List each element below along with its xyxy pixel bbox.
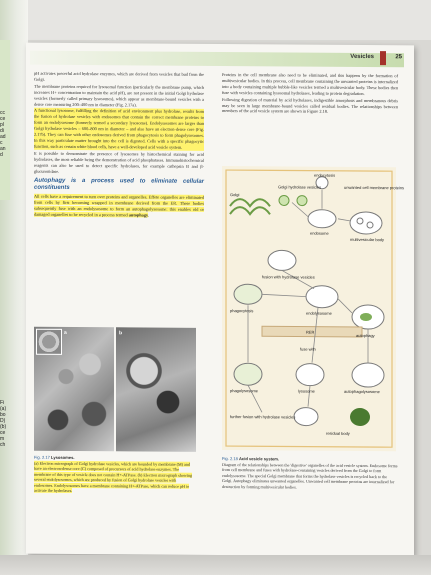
- fusion-vesicle: [268, 250, 296, 270]
- caption-text: Diagram of the relationships between the 'digestive' organelles of the acid vesicle system. Endosome forms from cell membrane and fuses with hydrolase-containing vesicles derived from the Golgi to form endolysosome. The special Golgi membrane that forms the hydrolase vesicles is recycled back to the Golgi. Autophagy eliminates unwanted organelles. Unwanted cell membrane proteins are internalized for destruction by forming multivesicular bodies.: [222, 461, 398, 490]
- endolysosome-shape: [306, 286, 338, 308]
- body-paragraph: Proteins in the cell membrane also need to be eliminated, and this happens by the formation of multivesicular bodies. In this process, cell membrane containing the unwanted proteins is internalized into a body containing multiple bubble-like vesicles termed a multivesicular body. These bodies then fuse with vesicles containing lysosomal hydrolases, leading to protein degradation.: [222, 72, 398, 96]
- page-number: 25: [395, 54, 402, 61]
- body-paragraph: [34, 194, 204, 219]
- figure-number: Fig. 2.17: [34, 454, 50, 460]
- lysosome-shape: [296, 364, 324, 386]
- running-header-band: [30, 51, 404, 68]
- background-top: [0, 0, 431, 40]
- edge-fragment: ch: [0, 442, 6, 448]
- residual-body-dark: [350, 408, 370, 426]
- label-golgi: Golgi: [230, 192, 240, 198]
- label-multivesicular-body: multivesicular body: [350, 236, 385, 243]
- section-marker: [380, 51, 386, 65]
- label-phagolysosome: phagolysosome: [230, 388, 259, 394]
- autophagolysosome-shape: [352, 363, 384, 387]
- body-paragraph: pH activates powerful acid hydrolase enzymes, which are derived from vesicles that bud from the Golgi.: [34, 70, 204, 82]
- edge-fragment: ad: [0, 134, 6, 140]
- hydrolase-vesicle: [297, 196, 307, 206]
- figure-title: Lysosomes.: [50, 454, 75, 460]
- edge-fragment: di: [0, 128, 4, 134]
- figure-2-17-caption: [34, 455, 196, 495]
- label-unwanted-proteins: unwanted cell membrane proteins: [344, 184, 405, 191]
- table-surface: [0, 555, 431, 575]
- body-paragraph-highlighted: A functional lysosome, fulfilling the definition of acid environment plus hydrolase, results from the fusion of hydrolase vesicles with endosomes that contain the correct membrane proteins to form an endolysosome (formerly termed a secondary lysosome). Endolysosomes are larger than Golgi hydrolase vesicles – 600–800 nm in diameter – and also have an electron-dense core (Fig. 2.17b). They can fuse with other endosomes derived from phagocytosis to form phagolysosomes. In this way particulate matter brought into the cell is digested. Cells with a specific phagocytic function, such as certain white blood cells, have a well-developed acid vesicle system.: [34, 108, 204, 150]
- body-paragraph: It is possible to demonstrate the presence of lysosomes by histochemical staining for acid hydrolases, the most reliable being the demonstration of acid phosphatases. Immunohistochemical reagents can also be used to detect specific hydrolases, for example cathepsin B and β-glucuronidase.: [34, 150, 204, 174]
- label-endosome: endosome: [310, 230, 329, 236]
- left-text-column: [34, 71, 204, 220]
- edge-fragment: D): [0, 418, 6, 424]
- right-text-column: [222, 72, 398, 117]
- label-autophagolysosome: autophagolysosome: [344, 388, 380, 395]
- label-phagocytosis: phagocytosis: [230, 308, 254, 314]
- micrograph-pair: [34, 327, 196, 452]
- micrograph-a: [34, 327, 114, 452]
- label-golgi-hydrolase-vesicles: Golgi hydrolase vesicles: [278, 184, 322, 190]
- section-title: Vesicles: [350, 53, 374, 61]
- label-endolysosome: endolysosome: [306, 310, 332, 316]
- acid-vesicle-diagram: [222, 166, 405, 451]
- figure-title: Acid vesicle system.: [238, 456, 280, 462]
- label-further-fusion: further fusion with hydrolase vesicles: [230, 414, 296, 420]
- micrograph-b: [116, 327, 196, 452]
- label-rer: RER: [306, 329, 315, 335]
- edge-fragment: (a): [0, 406, 7, 412]
- edge-fragment: d: [0, 152, 3, 158]
- edge-fragment: cc: [0, 110, 5, 116]
- edge-fragment: an: [0, 146, 6, 152]
- facing-page-edge: [0, 0, 28, 575]
- label-residual-body: residual body: [326, 430, 350, 436]
- panel-label-a: a: [64, 329, 67, 336]
- book-page: [26, 43, 414, 557]
- edge-fragment: (b): [0, 424, 7, 430]
- edge-fragment: pl: [0, 122, 4, 128]
- subheading: Autophagy is a process used to eliminate cellular constituents: [34, 178, 204, 192]
- edge-fragment: m: [0, 436, 5, 442]
- highlighted-text: All cells have a requirement to turn over proteins and organelles. Effete organelles are eliminated from cells by first becoming wrapped in membrane derived from the ER. These bodies subsequently fuse with an endolysosome to form an autophagolysosome: this enables old or damaged organelles to be recycled in a process termed: [34, 194, 204, 218]
- phagocytosis-vesicle: [234, 284, 262, 304]
- hydrolase-vesicle: [279, 195, 289, 205]
- label-lysosome: lysosome: [298, 388, 315, 394]
- figure-number: Fig. 2.18: [222, 456, 238, 462]
- multivesicular-body-shape: [350, 212, 382, 234]
- label-fusion: fusion with hydrolase vesicles: [262, 274, 315, 280]
- residual-body-shape: [294, 408, 318, 426]
- endosome-shape: [308, 210, 336, 228]
- edge-fragment: bo: [0, 412, 6, 418]
- body-paragraph: The membrane proteins required for lysosomal function (particularly the membrane pump, which increases H+ concentration to maintain the acid pH), are not present in the initial Golgi hydrolase vesicles (formerly called primary lysosomes), which appear as membrane-bound vesicles with a dense core measuring 200–400 nm in diameter (Fig. 2.17a).: [34, 83, 204, 107]
- micrograph-inset: [36, 329, 62, 355]
- figure-2-18-caption: [222, 456, 398, 490]
- punctuation: .: [148, 212, 150, 218]
- key-term: autophagy: [128, 212, 149, 218]
- body-paragraph: Following digestion of material by acid hydrolases, indigestible amorphous and membranous debris may be seen in large membrane-bound vesicles called residual bodies. The relationships between members of the acid vesicle system are shown in Figure 2.18.: [222, 96, 398, 115]
- edge-fragment: ce: [0, 116, 6, 122]
- label-fuse-with: fuse with: [300, 346, 316, 352]
- panel-label-b: b: [119, 330, 123, 337]
- edge-fragment: c: [0, 140, 3, 146]
- edge-fragment: ce: [0, 430, 6, 436]
- label-autophagy: autophagy: [356, 332, 375, 339]
- label-endocytosis: endocytosis: [314, 172, 336, 178]
- edge-fragment: Fi: [0, 400, 5, 406]
- phagolysosome-shape: [234, 363, 262, 385]
- caption-text: (a) Electron micrograph of Golgi hydrolase vesicles, which are bounded by membrane (M) and have an electron-dense core (C) composed of precursors of acid hydrolase enzymes. The membrane of this type of vesicle does not contain H+-ATPase. (b) Electron micrograph showing several endolysosomes, which are produced by fusion of Golgi hydrolase vesicles with endosomes. Endolysosomes have a membrane containing H+-ATPase, which can reduce pH to activate the hydrolases.: [34, 460, 193, 493]
